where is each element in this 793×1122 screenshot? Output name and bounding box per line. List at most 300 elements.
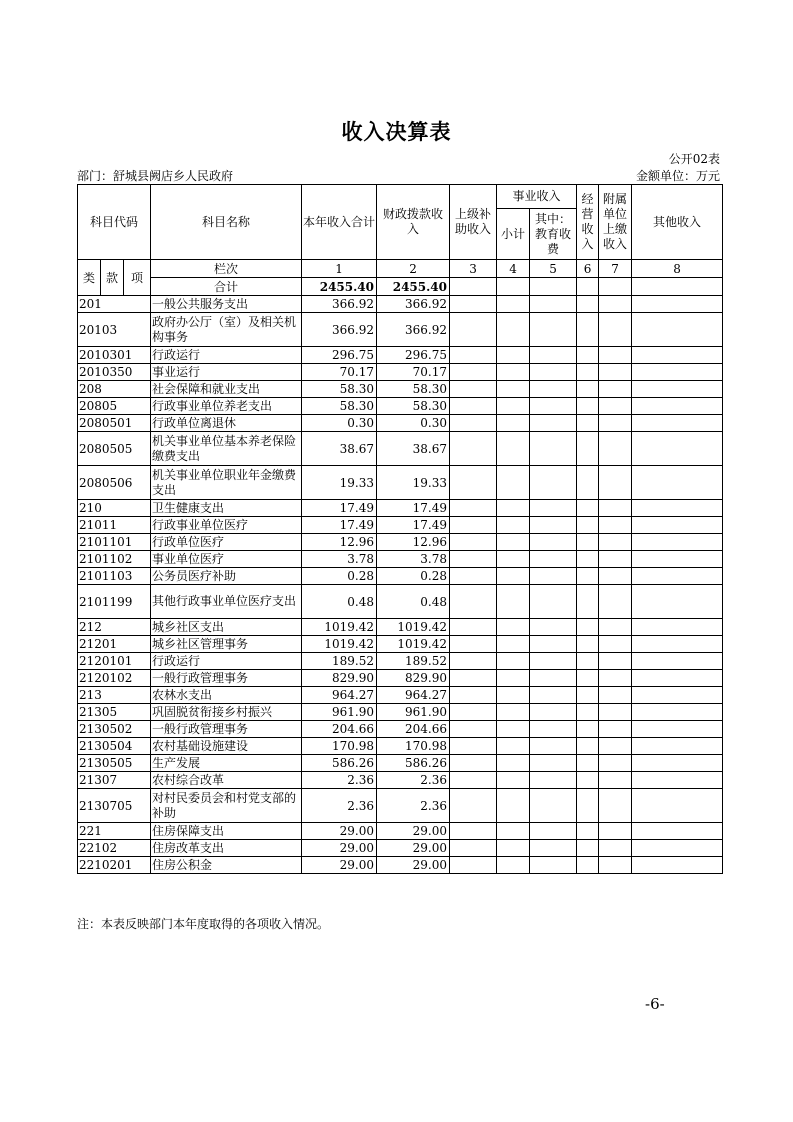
empty-cell [450, 500, 497, 517]
column-number: 6 [577, 260, 599, 278]
subject-code: 201 [78, 296, 151, 313]
subject-code: 2130502 [78, 721, 151, 738]
empty-cell [530, 432, 577, 466]
table-row [78, 721, 723, 738]
empty-cell [599, 398, 632, 415]
fiscal-value: 2.36 [377, 772, 450, 789]
header-lei: 类 [78, 260, 101, 296]
empty-cell [577, 568, 599, 585]
table-row [78, 313, 723, 347]
table-row [78, 500, 723, 517]
empty-cell [599, 313, 632, 347]
table-row [78, 398, 723, 415]
empty-cell [530, 568, 577, 585]
header-kuan: 款 [101, 260, 124, 296]
empty-cell [632, 551, 723, 568]
empty-cell [450, 347, 497, 364]
subject-code: 2210201 [78, 857, 151, 874]
subject-name: 行政单位离退休 [151, 415, 302, 432]
empty-cell [577, 500, 599, 517]
empty-cell [632, 568, 723, 585]
department-label: 部门：舒城县阙店乡人民政府 [77, 169, 234, 183]
fiscal-value: 0.48 [377, 585, 450, 619]
subject-name: 一般行政管理事务 [151, 670, 302, 687]
empty-cell [599, 653, 632, 670]
subject-name: 巩固脱贫衔接乡村振兴 [151, 704, 302, 721]
empty-cell [632, 364, 723, 381]
empty-cell [497, 568, 530, 585]
empty-cell [497, 636, 530, 653]
column-number: 1 [302, 260, 377, 278]
subject-name: 社会保障和就业支出 [151, 381, 302, 398]
empty-cell [632, 653, 723, 670]
empty-cell [577, 619, 599, 636]
empty-cell [530, 823, 577, 840]
empty-cell [577, 738, 599, 755]
header-total-income: 本年收入合计 [302, 185, 377, 260]
column-number-row [78, 260, 723, 278]
header-subtotal: 小计 [497, 209, 530, 260]
fiscal-value: 296.75 [377, 347, 450, 364]
empty-cell [577, 653, 599, 670]
empty-cell [599, 687, 632, 704]
fiscal-value: 204.66 [377, 721, 450, 738]
subject-code: 2101199 [78, 585, 151, 619]
total-income-value: 29.00 [302, 823, 377, 840]
table-row [78, 755, 723, 772]
empty-cell [599, 840, 632, 857]
total-income-value: 189.52 [302, 653, 377, 670]
empty-cell [577, 398, 599, 415]
header-education-fee: 其中：教育收费 [530, 209, 577, 260]
empty-cell [450, 840, 497, 857]
total-income-value: 58.30 [302, 398, 377, 415]
subject-name: 事业单位医疗 [151, 551, 302, 568]
empty-cell [497, 738, 530, 755]
subject-name: 政府办公厅（室）及相关机构事务 [151, 313, 302, 347]
empty-cell [599, 704, 632, 721]
table-row [78, 364, 723, 381]
table-row [78, 738, 723, 755]
empty-cell [599, 432, 632, 466]
empty-cell [577, 755, 599, 772]
subject-code: 2120102 [78, 670, 151, 687]
subject-code: 2080505 [78, 432, 151, 466]
empty-cell [577, 823, 599, 840]
empty-cell [497, 823, 530, 840]
header-xiang: 项 [124, 260, 151, 296]
empty-cell [577, 687, 599, 704]
fiscal-value: 58.30 [377, 381, 450, 398]
subject-code: 2120101 [78, 653, 151, 670]
table-row [78, 347, 723, 364]
header-affiliated-payment: 附属单位上缴收入 [599, 185, 632, 260]
empty-cell [530, 585, 577, 619]
empty-cell [450, 670, 497, 687]
empty-cell [450, 415, 497, 432]
subject-code: 2010350 [78, 364, 151, 381]
total-row [78, 278, 723, 296]
empty-cell [577, 857, 599, 874]
subject-code: 2130705 [78, 789, 151, 823]
total-fiscal-value: 2455.40 [377, 278, 450, 296]
table-row [78, 466, 723, 500]
fiscal-value: 0.30 [377, 415, 450, 432]
empty-cell [450, 568, 497, 585]
subject-name: 对村民委员会和村党支部的补助 [151, 789, 302, 823]
empty-cell [497, 381, 530, 398]
total-income-value: 19.33 [302, 466, 377, 500]
empty-cell [599, 415, 632, 432]
empty-cell [530, 398, 577, 415]
empty-cell [599, 636, 632, 653]
empty-cell [497, 551, 530, 568]
table-row [78, 415, 723, 432]
empty-cell [450, 517, 497, 534]
empty-cell [632, 500, 723, 517]
empty-cell [450, 755, 497, 772]
data-rows [78, 296, 723, 874]
table-row [78, 704, 723, 721]
subject-name: 行政事业单位医疗 [151, 517, 302, 534]
total-income-value: 0.30 [302, 415, 377, 432]
empty-cell [450, 398, 497, 415]
empty-cell [497, 653, 530, 670]
table-row [78, 857, 723, 874]
total-income-value: 0.48 [302, 585, 377, 619]
column-number: 7 [599, 260, 632, 278]
table-row [78, 432, 723, 466]
subject-name: 城乡社区支出 [151, 619, 302, 636]
subject-name: 农村综合改革 [151, 772, 302, 789]
empty-cell [450, 534, 497, 551]
header-operating-income: 经营收入 [577, 185, 599, 260]
total-income-value: 58.30 [302, 381, 377, 398]
empty-cell [599, 721, 632, 738]
subject-name: 事业运行 [151, 364, 302, 381]
empty-cell [497, 772, 530, 789]
subject-code: 213 [78, 687, 151, 704]
empty-cell [530, 738, 577, 755]
empty-cell [577, 789, 599, 823]
empty-cell [497, 517, 530, 534]
subject-code: 2130504 [78, 738, 151, 755]
empty-cell [577, 704, 599, 721]
empty-cell [450, 381, 497, 398]
header-row-1 [78, 185, 723, 209]
empty-cell [497, 313, 530, 347]
total-income-value: 366.92 [302, 313, 377, 347]
fiscal-value: 829.90 [377, 670, 450, 687]
empty-cell [450, 704, 497, 721]
total-income-value: 170.98 [302, 738, 377, 755]
fiscal-value: 3.78 [377, 551, 450, 568]
empty-cell [632, 823, 723, 840]
empty-cell [530, 670, 577, 687]
empty-cell [497, 432, 530, 466]
empty-cell [632, 517, 723, 534]
empty-cell [632, 313, 723, 347]
subject-name: 行政运行 [151, 653, 302, 670]
column-number: 4 [497, 260, 530, 278]
total-income-value: 961.90 [302, 704, 377, 721]
empty-cell [599, 823, 632, 840]
subject-code: 2101101 [78, 534, 151, 551]
empty-cell [497, 840, 530, 857]
empty-cell [599, 500, 632, 517]
header-fiscal-appropriation: 财政拨款收入 [377, 185, 450, 260]
empty-cell [450, 823, 497, 840]
empty-cell [450, 789, 497, 823]
empty-cell [577, 415, 599, 432]
header-other-income: 其他收入 [632, 185, 723, 260]
empty-cell [632, 296, 723, 313]
empty-cell [632, 636, 723, 653]
empty-cell [577, 585, 599, 619]
empty-cell [450, 772, 497, 789]
table-row [78, 653, 723, 670]
empty-cell [577, 313, 599, 347]
subject-code: 20805 [78, 398, 151, 415]
table-row [78, 568, 723, 585]
fiscal-value: 0.28 [377, 568, 450, 585]
subject-name: 行政单位医疗 [151, 534, 302, 551]
total-income-value: 17.49 [302, 500, 377, 517]
empty-cell [632, 857, 723, 874]
total-income-value: 296.75 [302, 347, 377, 364]
empty-cell [530, 721, 577, 738]
fiscal-value: 29.00 [377, 857, 450, 874]
total-income-value: 29.00 [302, 857, 377, 874]
table-row [78, 296, 723, 313]
column-number: 3 [450, 260, 497, 278]
subject-name: 农村基础设施建设 [151, 738, 302, 755]
empty-cell [497, 296, 530, 313]
empty-cell [450, 313, 497, 347]
subject-code: 2130505 [78, 755, 151, 772]
fiscal-value: 586.26 [377, 755, 450, 772]
empty-cell [599, 551, 632, 568]
subject-code: 2101102 [78, 551, 151, 568]
empty-cell [632, 619, 723, 636]
empty-cell [450, 466, 497, 500]
total-label: 合计 [151, 278, 302, 296]
fiscal-value: 12.96 [377, 534, 450, 551]
subject-name: 行政运行 [151, 347, 302, 364]
empty-cell [577, 466, 599, 500]
empty-cell [530, 551, 577, 568]
empty-cell [530, 415, 577, 432]
empty-cell [450, 551, 497, 568]
subject-name: 住房保障支出 [151, 823, 302, 840]
empty-cell [497, 347, 530, 364]
total-income-value: 38.67 [302, 432, 377, 466]
subject-code: 2080501 [78, 415, 151, 432]
total-income-value: 2.36 [302, 772, 377, 789]
empty-cell [599, 619, 632, 636]
empty-cell [632, 704, 723, 721]
subject-code: 21305 [78, 704, 151, 721]
subject-name: 一般公共服务支出 [151, 296, 302, 313]
subject-name: 其他行政事业单位医疗支出 [151, 585, 302, 619]
empty-cell [577, 517, 599, 534]
fiscal-value: 29.00 [377, 840, 450, 857]
income-table [77, 184, 723, 874]
subject-code: 2101103 [78, 568, 151, 585]
empty-cell [450, 364, 497, 381]
empty-cell [530, 840, 577, 857]
subject-name: 卫生健康支出 [151, 500, 302, 517]
empty-cell [497, 534, 530, 551]
empty-cell [632, 585, 723, 619]
empty-cell [599, 466, 632, 500]
subject-code: 2080506 [78, 466, 151, 500]
table-row [78, 381, 723, 398]
subject-code: 21307 [78, 772, 151, 789]
total-income-value: 29.00 [302, 840, 377, 857]
total-income-value: 586.26 [302, 755, 377, 772]
table-note: 注：本表反映部门本年度取得的各项收入情况。 [77, 917, 330, 931]
fiscal-value: 1019.42 [377, 636, 450, 653]
fiscal-value: 17.49 [377, 517, 450, 534]
empty-cell [599, 772, 632, 789]
empty-cell [497, 857, 530, 874]
empty-cell [450, 278, 497, 296]
empty-cell [632, 398, 723, 415]
empty-cell [599, 517, 632, 534]
total-income-value: 1019.42 [302, 636, 377, 653]
empty-cell [599, 568, 632, 585]
total-income-value: 2.36 [302, 789, 377, 823]
empty-cell [450, 432, 497, 466]
total-income-value: 204.66 [302, 721, 377, 738]
fiscal-value: 19.33 [377, 466, 450, 500]
total-income-value: 17.49 [302, 517, 377, 534]
subject-code: 21011 [78, 517, 151, 534]
empty-cell [530, 636, 577, 653]
empty-cell [577, 432, 599, 466]
fiscal-value: 189.52 [377, 653, 450, 670]
empty-cell [599, 381, 632, 398]
empty-cell [497, 789, 530, 823]
empty-cell [497, 585, 530, 619]
empty-cell [530, 857, 577, 874]
empty-cell [497, 364, 530, 381]
empty-cell [530, 364, 577, 381]
table-row [78, 619, 723, 636]
empty-cell [450, 721, 497, 738]
empty-cell [450, 636, 497, 653]
empty-cell [577, 551, 599, 568]
empty-cell [577, 772, 599, 789]
empty-cell [632, 415, 723, 432]
empty-cell [599, 857, 632, 874]
empty-cell [599, 670, 632, 687]
empty-cell [599, 738, 632, 755]
empty-cell [497, 415, 530, 432]
empty-cell [632, 738, 723, 755]
total-income-value: 2455.40 [302, 278, 377, 296]
total-income-value: 0.28 [302, 568, 377, 585]
empty-cell [530, 347, 577, 364]
subject-name: 住房改革支出 [151, 840, 302, 857]
fiscal-value: 2.36 [377, 789, 450, 823]
empty-cell [632, 466, 723, 500]
page-title: 收入决算表 [341, 119, 452, 144]
subject-name: 机关事业单位基本养老保险缴费支出 [151, 432, 302, 466]
empty-cell [632, 278, 723, 296]
fiscal-value: 17.49 [377, 500, 450, 517]
table-row [78, 772, 723, 789]
table-row [78, 551, 723, 568]
table-row [78, 840, 723, 857]
empty-cell [450, 585, 497, 619]
table-row [78, 789, 723, 823]
empty-cell [497, 704, 530, 721]
fiscal-value: 1019.42 [377, 619, 450, 636]
empty-cell [577, 636, 599, 653]
subject-code: 210 [78, 500, 151, 517]
subject-name: 公务员医疗补助 [151, 568, 302, 585]
empty-cell [450, 857, 497, 874]
empty-cell [450, 738, 497, 755]
empty-cell [632, 840, 723, 857]
subject-name: 住房公积金 [151, 857, 302, 874]
fiscal-value: 70.17 [377, 364, 450, 381]
empty-cell [530, 755, 577, 772]
empty-cell [450, 653, 497, 670]
subject-name: 生产发展 [151, 755, 302, 772]
empty-cell [577, 721, 599, 738]
header-superior-subsidy: 上级补助收入 [450, 185, 497, 260]
subject-name: 农林水支出 [151, 687, 302, 704]
empty-cell [497, 721, 530, 738]
empty-cell [450, 619, 497, 636]
empty-cell [577, 278, 599, 296]
table-row [78, 534, 723, 551]
empty-cell [632, 772, 723, 789]
empty-cell [530, 500, 577, 517]
empty-cell [577, 364, 599, 381]
subject-code: 2010301 [78, 347, 151, 364]
total-income-value: 3.78 [302, 551, 377, 568]
empty-cell [599, 789, 632, 823]
subject-name: 一般行政管理事务 [151, 721, 302, 738]
subject-name: 城乡社区管理事务 [151, 636, 302, 653]
empty-cell [530, 653, 577, 670]
empty-cell [632, 789, 723, 823]
column-number: 5 [530, 260, 577, 278]
total-income-value: 1019.42 [302, 619, 377, 636]
table-row [78, 517, 723, 534]
empty-cell [497, 500, 530, 517]
empty-cell [632, 534, 723, 551]
subject-code: 208 [78, 381, 151, 398]
empty-cell [530, 278, 577, 296]
fiscal-value: 964.27 [377, 687, 450, 704]
empty-cell [530, 534, 577, 551]
fiscal-value: 170.98 [377, 738, 450, 755]
empty-cell [632, 670, 723, 687]
table-row [78, 687, 723, 704]
header-business-income: 事业收入 [497, 185, 577, 209]
empty-cell [497, 398, 530, 415]
empty-cell [497, 619, 530, 636]
empty-cell [450, 296, 497, 313]
fiscal-value: 58.30 [377, 398, 450, 415]
empty-cell [599, 585, 632, 619]
table-row [78, 636, 723, 653]
